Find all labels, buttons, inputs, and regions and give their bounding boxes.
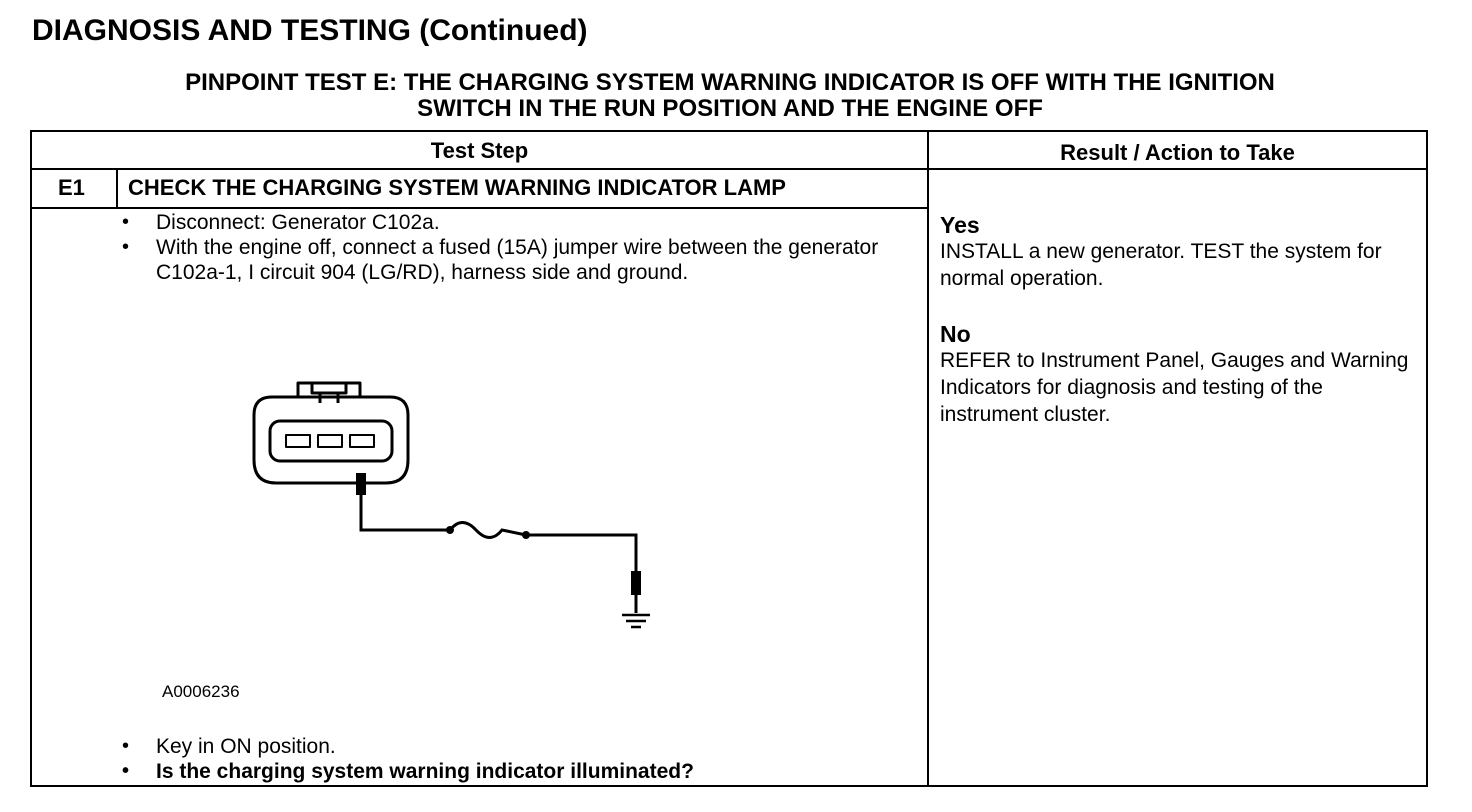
- connector-jumper-diagram: [240, 375, 660, 645]
- pinpoint-test-title: [60, 70, 1400, 122]
- test-title-line-1: PINPOINT TEST E: THE CHARGING SYSTEM WARNING INDICATOR IS OFF WITH THE IGNITION: [185, 69, 1275, 96]
- header-divider: [32, 168, 1426, 170]
- terminal: [318, 435, 342, 447]
- ground-bar: [622, 615, 650, 627]
- instruction-item: • Disconnect: Generator C102a.: [116, 210, 906, 235]
- step-id: E1: [58, 175, 85, 200]
- terminal: [286, 435, 310, 447]
- instruction-item: • Key in ON position.: [116, 734, 906, 759]
- column-header-test-step: Test Step: [430, 138, 529, 163]
- question-item: • Is the charging system warning indicator illuminated?: [116, 759, 906, 784]
- instructions-after: [116, 734, 906, 784]
- result-no-label: No: [940, 321, 971, 347]
- step-title: CHECK THE CHARGING SYSTEM WARNING INDICATOR LAMP: [128, 175, 786, 200]
- connector-latch: [298, 383, 360, 403]
- fuse-terminal: [446, 526, 454, 534]
- connector-shell: [254, 397, 408, 483]
- fuse-terminal: [522, 531, 530, 539]
- jumper-wire: [526, 535, 636, 575]
- column-header-result: Result / Action to Take: [1060, 140, 1295, 165]
- step-row-divider: [32, 207, 927, 209]
- ground-probe: [631, 571, 641, 595]
- result-yes-action: INSTALL a new generator. TEST the system for normal operation.: [940, 240, 1382, 290]
- terminal: [350, 435, 374, 447]
- fuse-symbol: [450, 523, 526, 538]
- result-no-action: REFER to Instrument Panel, Gauges and Warning Indicators for diagnosis and testing of the instrument cluster.: [940, 349, 1409, 426]
- instructions-before: [116, 210, 906, 285]
- instruction-item: • With the engine off, connect a fused (15A) jumper wire between the generator C102a-1, I circuit 904 (LG/RD), harness side and ground.: [116, 235, 906, 285]
- figure-code: A0006236: [162, 682, 240, 701]
- step-id-divider: [116, 168, 118, 208]
- result-yes-label: Yes: [940, 212, 980, 238]
- column-divider: [927, 132, 929, 785]
- jumper-wire: [361, 493, 450, 530]
- jumper-probe: [356, 473, 366, 495]
- test-title-line-2: SWITCH IN THE RUN POSITION AND THE ENGINE OFF: [417, 95, 1043, 122]
- page-heading: DIAGNOSIS AND TESTING (Continued): [32, 14, 588, 47]
